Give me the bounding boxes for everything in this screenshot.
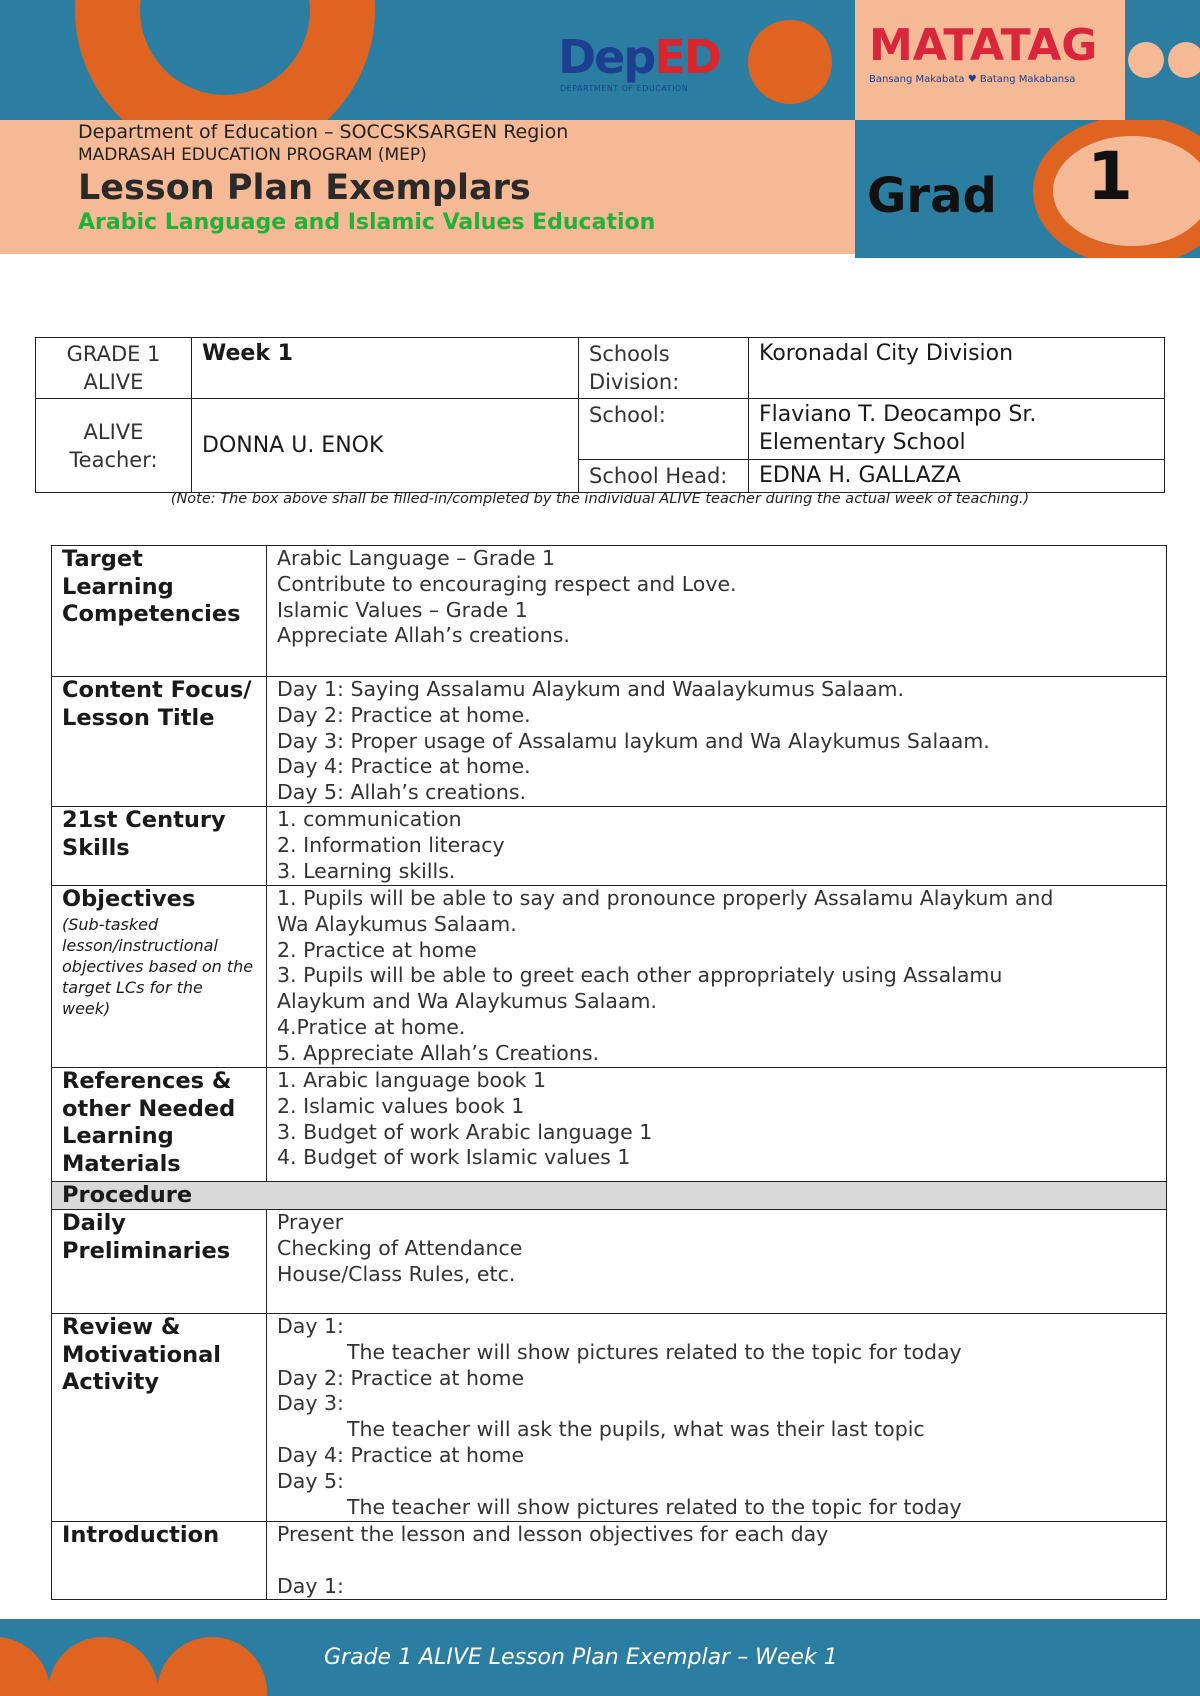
list-item: Checking of Attendance	[277, 1235, 523, 1260]
skills-label: 21st Century Skills	[52, 807, 267, 886]
references-cell	[267, 1068, 1167, 1182]
decorative-dot	[1128, 42, 1164, 78]
program-line: MADRASAH EDUCATION PROGRAM (MEP)	[78, 145, 427, 165]
header-top-band	[0, 0, 1200, 120]
list-item: 1. Pupils will be able to say and pronounce properly Assalamu Alaykum and	[277, 886, 1054, 910]
list-item: Present the lesson and lesson objectives for each day	[277, 1522, 829, 1546]
table-row	[52, 677, 1167, 807]
matatag-logo-word: MATATAG	[869, 20, 1098, 71]
grade-number: 1	[1087, 138, 1133, 215]
list-item: Day 1:	[277, 1314, 344, 1338]
list-item: The teacher will show pictures related to the topic for today	[347, 1494, 962, 1519]
list-item: 3. Budget of work Arabic language 1	[277, 1119, 653, 1144]
table-row	[52, 1068, 1167, 1182]
list-item: Day 3: Proper usage of Assalamu laykum and Wa Alaykumus Salaam.	[277, 728, 990, 753]
matatag-logo-caption: Bansang Makabata ♥ Batang Makabansa	[869, 74, 1076, 85]
decorative-orange-circle	[0, 1637, 50, 1696]
list-item: Arabic Language – Grade 1	[277, 546, 556, 570]
decorative-orange-circle	[48, 1637, 158, 1696]
skills-cell	[267, 807, 1167, 886]
footer-text: Grade 1 ALIVE Lesson Plan Exemplar – Week 1	[324, 1645, 838, 1670]
list-item: Alaykum and Wa Alaykumus Salaam.	[277, 989, 657, 1014]
list-item: 2. Practice at home	[277, 937, 477, 962]
table-row	[52, 1522, 1167, 1600]
daily-label: Daily Preliminaries	[52, 1210, 267, 1314]
target-cell	[267, 546, 1167, 677]
list-item: Appreciate Allah’s creations.	[277, 623, 570, 648]
document-title: Lesson Plan Exemplars	[78, 168, 531, 208]
decorative-dot	[1168, 42, 1200, 78]
list-item: 2. Information literacy	[277, 832, 505, 857]
list-item: 3. Learning skills.	[277, 858, 456, 883]
org-line: Department of Education – SOCCSKSARGEN Region	[78, 121, 569, 143]
list-item: Day 5:	[277, 1468, 344, 1493]
info-note: (Note: The box above shall be filled-in/completed by the individual ALIVE teacher during the actual week of teaching.)	[170, 491, 1030, 507]
school-value: Flaviano T. Deocampo Sr. Elementary School	[749, 399, 1165, 460]
list-item: 5. Appreciate Allah’s Creations.	[277, 1040, 600, 1065]
list-item: 4.Pratice at home.	[277, 1014, 466, 1039]
content-cell	[267, 677, 1167, 807]
deped-logo-word: DepED	[558, 30, 720, 84]
list-item: 1. communication	[277, 807, 462, 831]
school-head-label: School Head:	[579, 460, 749, 493]
list-item: House/Class Rules, etc.	[277, 1261, 516, 1286]
info-row	[36, 338, 1165, 399]
deped-logo	[558, 22, 743, 97]
list-item: Day 3:	[277, 1391, 344, 1416]
week-value: Week 1	[192, 338, 579, 399]
table-row	[52, 807, 1167, 886]
list-item: Wa Alaykumus Salaam.	[277, 911, 517, 936]
list-item: Islamic Values – Grade 1	[277, 597, 528, 622]
list-item: Day 5: Allah’s creations.	[277, 780, 527, 805]
list-item: Day 4: Practice at home.	[277, 754, 531, 779]
grade-word: Grad	[867, 168, 997, 224]
procedure-label: Procedure	[52, 1182, 1167, 1210]
lesson-plan-table	[51, 545, 1167, 1600]
decorative-orange-circle	[748, 20, 832, 104]
teacher-value: DONNA U. ENOK	[192, 399, 579, 493]
blank-line	[277, 1548, 1156, 1574]
objectives-label-cell	[52, 886, 267, 1068]
decorative-orange-circle	[157, 1637, 267, 1696]
table-row	[52, 1210, 1167, 1314]
list-item: 3. Pupils will be able to greet each other appropriately using Assalamu	[277, 963, 1003, 988]
intro-label: Introduction	[52, 1522, 267, 1600]
list-item: 2. Islamic values book 1	[277, 1093, 525, 1118]
decorative-orange-ring	[75, 0, 375, 120]
division-value: Koronadal City Division	[749, 338, 1165, 399]
objectives-sublabel: (Sub-tasked lesson/instructional objectives based on the target LCs for the week)	[62, 914, 254, 1018]
info-row	[36, 399, 1165, 460]
daily-cell	[267, 1210, 1167, 1314]
review-label: Review & Motivational Activity	[52, 1314, 267, 1522]
footer-band	[0, 1619, 1200, 1696]
school-label: School:	[579, 399, 749, 460]
list-item: Day 1: Saying Assalamu Alaykum and Waalaykumus Salaam.	[277, 677, 905, 701]
teacher-info-table	[35, 337, 1165, 493]
table-row	[52, 546, 1167, 677]
objectives-label: Objectives	[62, 886, 196, 912]
table-row	[52, 1314, 1167, 1522]
deped-logo-caption: DEPARTMENT OF EDUCATION	[560, 84, 689, 93]
list-item: Day 4: Practice at home	[277, 1442, 525, 1467]
list-item: 4. Budget of work Islamic values 1	[277, 1145, 631, 1170]
list-item: The teacher will show pictures related to the topic for today	[347, 1339, 962, 1364]
procedure-row	[52, 1182, 1167, 1210]
review-cell	[267, 1314, 1167, 1522]
matatag-logo	[855, 0, 1125, 120]
objectives-cell	[267, 886, 1167, 1068]
teacher-label: ALIVE Teacher:	[36, 399, 192, 493]
content-label: Content Focus/ Lesson Title	[52, 677, 267, 807]
grade-badge	[855, 120, 1200, 258]
list-item: The teacher will ask the pupils, what was their last topic	[347, 1417, 925, 1442]
list-item: 1. Arabic language book 1	[277, 1068, 547, 1092]
list-item: Day 1:	[277, 1573, 344, 1598]
list-item: Prayer	[277, 1210, 344, 1234]
table-row	[52, 886, 1167, 1068]
target-label: Target Learning Competencies	[52, 546, 267, 677]
intro-cell	[267, 1522, 1167, 1600]
school-head-value: EDNA H. GALLAZA	[749, 460, 1165, 493]
grade-label: GRADE 1 ALIVE	[36, 338, 192, 399]
subject-title: Arabic Language and Islamic Values Education	[78, 210, 656, 235]
list-item: Day 2: Practice at home	[277, 1365, 525, 1390]
references-label: References & other Needed Learning Materials	[52, 1068, 267, 1182]
list-item: Contribute to encouraging respect and Love.	[277, 571, 737, 596]
list-item: Day 2: Practice at home.	[277, 702, 531, 727]
division-label: Schools Division:	[579, 338, 749, 399]
